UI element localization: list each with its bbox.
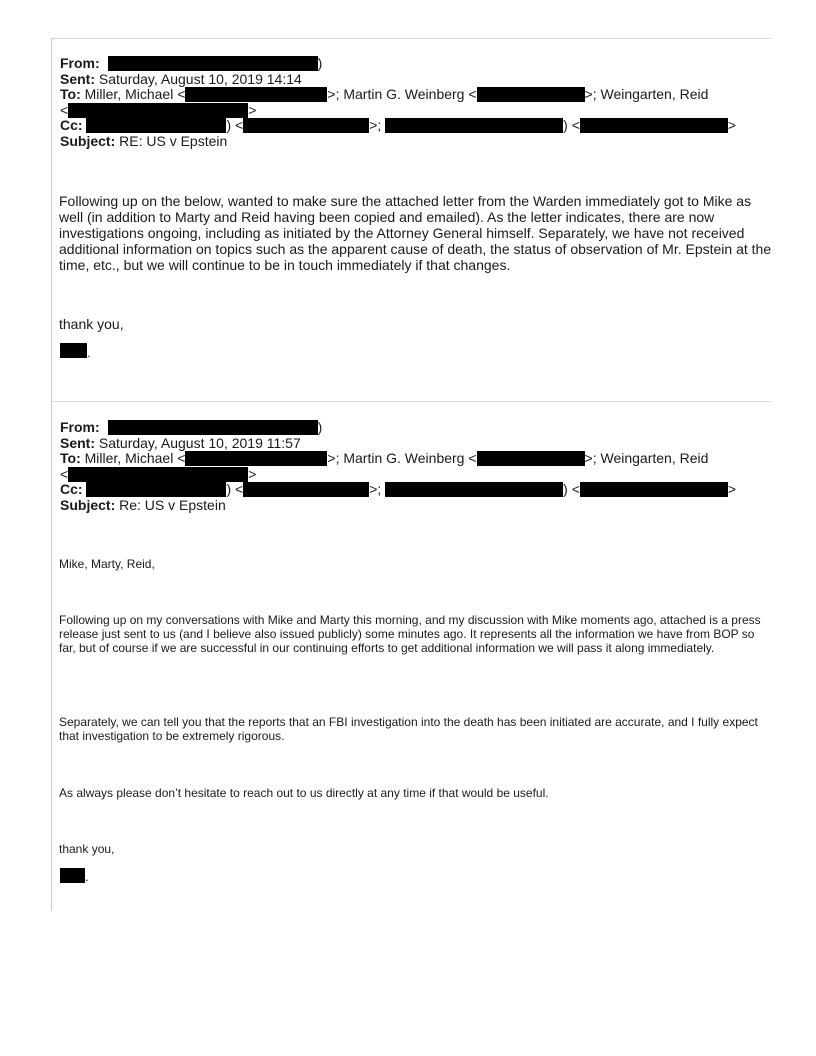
message-2-paragraph-1 [59, 613, 773, 655]
message-2-header [60, 420, 736, 513]
message-1-body [59, 193, 773, 273]
to-line2-close: > [248, 101, 257, 118]
cc-sep: > [727, 481, 737, 497]
sent-row [60, 436, 736, 452]
redaction-block [477, 87, 585, 102]
redaction-block [185, 87, 327, 102]
sent-label: Sent: [60, 70, 95, 87]
closing-text: thank you, [59, 842, 115, 856]
cc-label: Cc: [60, 117, 83, 133]
redaction-block [86, 482, 226, 497]
to-row-continued [60, 103, 736, 119]
message-1-closing [59, 316, 773, 332]
subject-row [60, 134, 736, 150]
to-line2-open: < [60, 465, 69, 482]
cc-label: Cc: [60, 481, 83, 497]
message-2-greeting [59, 557, 773, 571]
to-row [60, 451, 736, 467]
redaction-block [243, 482, 369, 497]
sent-value: Saturday, August 10, 2019 14:14 [98, 70, 302, 87]
from-label: From: [60, 55, 100, 71]
sent-value: Saturday, August 10, 2019 11:57 [98, 434, 301, 451]
from-label: From: [60, 419, 100, 435]
closing-text: thank you, [59, 316, 124, 332]
redaction-block [68, 103, 248, 118]
message-2-paragraph-2 [59, 715, 773, 743]
redaction-block [385, 118, 563, 133]
cc-sep: >; [369, 481, 382, 497]
redaction-block [108, 56, 318, 71]
to-name-weinberg: >; Martin G. Weinberg < [327, 86, 477, 102]
subject-label: Subject: [60, 496, 116, 513]
to-label: To: [60, 86, 81, 102]
signature-redaction [60, 868, 85, 883]
cc-sep: ) < [563, 481, 580, 497]
signature-dot: . [87, 345, 91, 360]
signature-redaction [60, 343, 87, 358]
redaction-block [580, 482, 728, 497]
redaction-block [86, 118, 226, 133]
from-row [60, 420, 736, 436]
body-paragraph: Separately, we can tell you that the reports that an FBI investigation into the death has been initiated are accurate, and I fully expect that investigation to be extremely rigorous. [59, 715, 758, 743]
to-row [60, 87, 736, 103]
subject-value: Re: US v Epstein [119, 496, 226, 513]
cc-row [60, 118, 736, 134]
to-line2-open: < [60, 101, 69, 118]
body-paragraph: Following up on the below, wanted to make sure the attached letter from the Warden immediately got to Mike as well (in addition to Marty and Reid having been copied and emailed). As the letter indicates, there are now investigations ongoing, including as initiated by the Attorney General himself. Separately, we have not received additional information on topics such as the apparent cause of death, the status of observation of Mr. Epstein at the time, etc., but we will continue to be in touch immediately if that changes. [59, 193, 772, 273]
signature-dot: . [85, 869, 89, 884]
top-divider [52, 38, 771, 39]
to-name-weingarten: >; Weingarten, Reid [584, 86, 709, 102]
redaction-block [243, 118, 369, 133]
from-row [60, 56, 736, 72]
message-2-closing [59, 842, 773, 856]
to-name-miller: Miller, Michael < [84, 450, 186, 466]
from-close: ) [317, 419, 323, 435]
subject-label: Subject: [60, 132, 116, 149]
to-label: To: [60, 450, 81, 466]
redaction-block [477, 451, 585, 466]
redaction-block [108, 420, 318, 435]
redaction-block [68, 467, 248, 482]
redaction-block [385, 482, 563, 497]
redaction-block [580, 118, 728, 133]
message-2-paragraph-3 [59, 786, 773, 800]
to-row-continued [60, 467, 736, 483]
subject-row [60, 498, 736, 514]
to-name-weingarten: >; Weingarten, Reid [584, 450, 709, 466]
cc-sep: >; [369, 117, 382, 133]
cc-sep: ) < [226, 117, 244, 133]
from-close: ) [317, 55, 323, 71]
cc-row [60, 482, 736, 498]
to-name-weinberg: >; Martin G. Weinberg < [327, 450, 477, 466]
redaction-block [185, 451, 327, 466]
body-paragraph: As always please don’t hesitate to reach out to us directly at any time if that would be useful. [59, 786, 549, 800]
sent-label: Sent: [60, 434, 95, 451]
quote-border [51, 38, 52, 911]
to-name-miller: Miller, Michael < [84, 86, 186, 102]
greeting-text: Mike, Marty, Reid, [59, 557, 155, 571]
body-paragraph: Following up on my conversations with Mike and Marty this morning, and my discussion with Mike moments ago, attached is a press release just sent to us (and I believe also issued publicly) some minutes ago. It represents all the information we have from BOP so far, but of course if we are successful in our continuing efforts to get additional information we will pass it along immediately. [59, 613, 761, 655]
subject-value: RE: US v Epstein [119, 132, 228, 149]
message-1-header [60, 56, 736, 149]
message-divider [52, 401, 771, 402]
to-line2-close: > [248, 465, 257, 482]
cc-sep: ) < [226, 481, 244, 497]
cc-sep: ) < [563, 117, 580, 133]
sent-row [60, 72, 736, 88]
cc-sep: > [727, 117, 737, 133]
